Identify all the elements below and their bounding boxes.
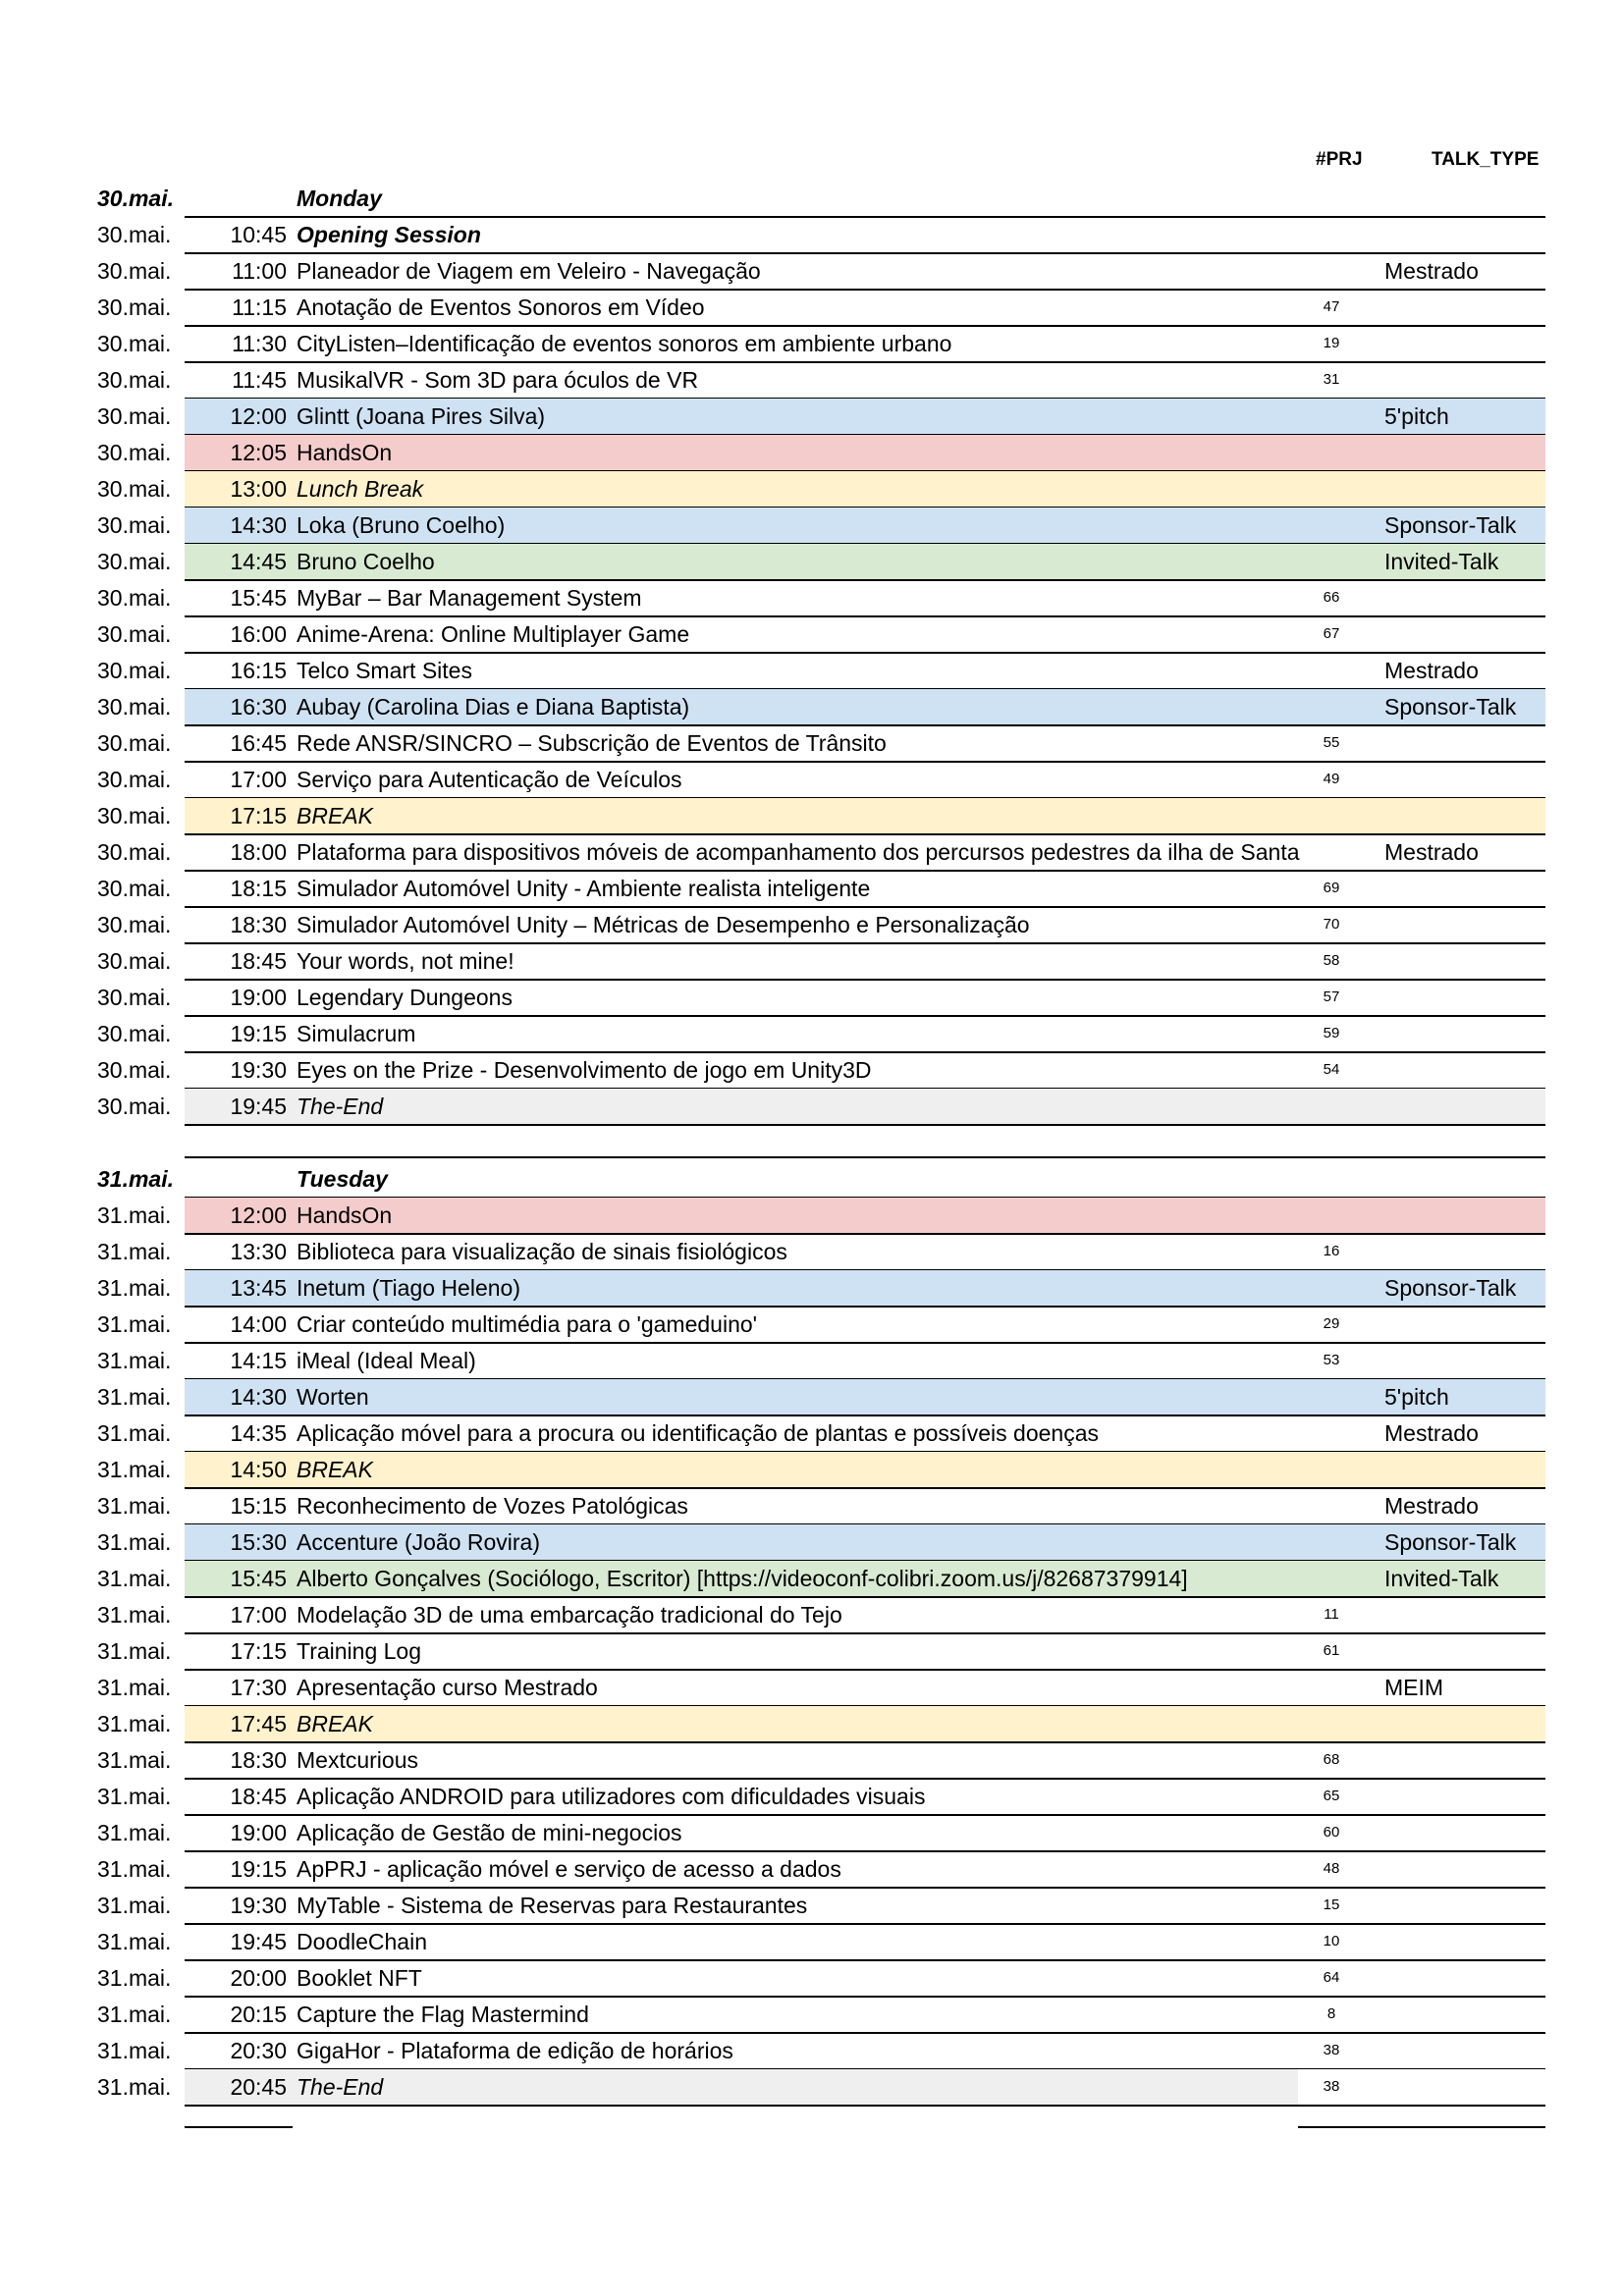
row-title: Booklet NFT xyxy=(297,1965,422,1991)
row-date: 30.mai. xyxy=(97,658,172,683)
row-time: 14:30 xyxy=(230,512,287,538)
schedule-row xyxy=(0,580,1623,616)
row-date: 30.mai. xyxy=(97,549,172,574)
row-prj-number xyxy=(1286,689,1377,724)
schedule-row xyxy=(0,1779,1623,1815)
row-date: 31.mai. xyxy=(97,1893,172,1918)
schedule-row xyxy=(0,1851,1623,1888)
row-prj-number xyxy=(1286,1488,1377,1523)
schedule-row xyxy=(0,1924,1623,1960)
row-talk-type: Mestrado xyxy=(1384,1493,1479,1519)
row-prj-number xyxy=(1286,399,1377,434)
row-date: 30.mai. xyxy=(97,258,172,284)
row-title: Serviço para Autenticação de Veículos xyxy=(297,767,682,792)
row-prj-number: 11 xyxy=(1324,1606,1339,1623)
row-prj-number xyxy=(1286,798,1377,833)
row-date: 30.mai. xyxy=(97,803,172,828)
schedule-row xyxy=(0,1379,1623,1415)
schedule-row xyxy=(0,326,1623,362)
row-date: 30.mai. xyxy=(97,222,172,247)
schedule-row xyxy=(0,1888,1623,1924)
row-prj-number xyxy=(1286,471,1377,507)
row-time: 17:15 xyxy=(230,1638,287,1664)
row-prj-number: 69 xyxy=(1323,880,1340,896)
row-prj-number: 70 xyxy=(1323,916,1340,933)
row-title: Opening Session xyxy=(297,222,481,247)
row-talk-type: Mestrado xyxy=(1384,839,1479,865)
row-prj-number: 57 xyxy=(1323,988,1340,1005)
row-prj-number xyxy=(1286,1415,1377,1451)
schedule-row xyxy=(0,2033,1623,2069)
row-date: 30.mai. xyxy=(97,440,172,465)
talk-type-column-header: TALK_TYPE xyxy=(1432,149,1540,170)
row-date: 30.mai. xyxy=(97,767,172,792)
row-time: 16:30 xyxy=(230,694,287,720)
row-date: 30.mai. xyxy=(97,730,172,756)
footer-line-right xyxy=(1298,2126,1545,2128)
row-time: 19:45 xyxy=(230,1929,287,1954)
row-title: Bruno Coelho xyxy=(297,549,435,574)
row-date: 30.mai. xyxy=(97,1021,172,1046)
footer-line-left xyxy=(185,2126,293,2128)
row-title: Your words, not mine! xyxy=(297,948,514,974)
schedule-row xyxy=(0,653,1623,689)
row-time: 10:45 xyxy=(230,222,287,247)
row-title: MyBar – Bar Management System xyxy=(297,585,642,611)
row-title: Monday xyxy=(297,186,382,211)
schedule-row xyxy=(0,1452,1623,1488)
row-title: The-End xyxy=(297,2074,384,2100)
row-title: DoodleChain xyxy=(297,1929,427,1954)
row-talk-type: Mestrado xyxy=(1384,1420,1479,1446)
row-time: 18:30 xyxy=(230,912,287,937)
row-date: 31.mai. xyxy=(97,1275,172,1301)
schedule-row xyxy=(0,1561,1623,1597)
row-talk-type: Sponsor-Talk xyxy=(1384,694,1517,720)
row-date: 31.mai. xyxy=(97,1239,172,1264)
row-prj-number: 64 xyxy=(1323,1969,1340,1986)
row-time: 20:45 xyxy=(230,2074,287,2100)
schedule-row xyxy=(0,1052,1623,1089)
row-title: Tuesday xyxy=(297,1166,388,1192)
row-date: 31.mai. xyxy=(97,2002,172,2027)
row-time: 12:00 xyxy=(230,403,287,429)
row-prj-number: 16 xyxy=(1323,1243,1340,1259)
row-date: 31.mai. xyxy=(97,1929,172,1954)
row-prj-number: 10 xyxy=(1323,1933,1340,1949)
row-time: 14:30 xyxy=(230,1384,287,1410)
row-prj-number: 53 xyxy=(1323,1352,1340,1368)
row-title: iMeal (Ideal Meal) xyxy=(297,1348,476,1373)
row-title: Loka (Bruno Coelho) xyxy=(297,512,506,538)
row-title: ApPRJ - aplicação móvel e serviço de acesso a dados xyxy=(297,1856,841,1882)
row-title: Aplicação móvel para a procura ou identificação de plantas e possíveis doenças xyxy=(297,1420,1099,1446)
row-title: BREAK xyxy=(297,803,373,828)
row-date: 30.mai. xyxy=(97,403,172,429)
row-time: 11:00 xyxy=(232,258,287,284)
row-title: Capture the Flag Mastermind xyxy=(297,2002,589,2027)
row-title: Glintt (Joana Pires Silva) xyxy=(297,403,546,429)
schedule-row xyxy=(0,1488,1623,1524)
row-title: Rede ANSR/SINCRO – Subscrição de Eventos de Trânsito xyxy=(297,730,887,756)
row-time: 17:00 xyxy=(230,1602,287,1628)
row-prj-number xyxy=(1286,1452,1377,1487)
row-time: 11:30 xyxy=(232,331,287,356)
row-title: The-End xyxy=(297,1094,384,1119)
row-prj-number: 68 xyxy=(1323,1751,1340,1768)
schedule-row xyxy=(0,1307,1623,1343)
row-time: 18:00 xyxy=(230,839,287,865)
schedule-row xyxy=(0,1670,1623,1706)
row-band xyxy=(185,1156,1545,1158)
row-time: 14:00 xyxy=(230,1311,287,1337)
row-time: 19:45 xyxy=(230,1094,287,1119)
row-title: HandsOn xyxy=(297,1202,393,1228)
row-time: 17:45 xyxy=(230,1711,287,1736)
row-time: 19:30 xyxy=(230,1057,287,1083)
row-title: Plataforma para dispositivos móveis de acompanhamento dos percursos pedestres da ilha de Santa xyxy=(297,839,1300,865)
row-time: 18:45 xyxy=(230,1784,287,1809)
schedule-row xyxy=(0,1234,1623,1270)
row-title: MyTable - Sistema de Reservas para Restaurantes xyxy=(297,1893,808,1918)
schedule-row xyxy=(0,798,1623,834)
row-title: Anime-Arena: Online Multiplayer Game xyxy=(297,621,690,647)
schedule-row xyxy=(0,435,1623,471)
row-time: 15:30 xyxy=(230,1529,287,1555)
row-date: 30.mai. xyxy=(97,294,172,320)
row-prj-number xyxy=(1286,253,1377,289)
row-title: Reconhecimento de Vozes Patológicas xyxy=(297,1493,688,1519)
row-prj-number xyxy=(1286,1706,1377,1741)
row-prj-number xyxy=(1286,1270,1377,1306)
row-prj-number: 58 xyxy=(1323,952,1340,969)
row-date: 30.mai. xyxy=(97,331,172,356)
row-title: Aplicação ANDROID para utilizadores com dificuldades visuais xyxy=(297,1784,926,1809)
row-time: 19:15 xyxy=(230,1856,287,1882)
row-prj-number: 65 xyxy=(1323,1788,1340,1804)
row-date: 31.mai. xyxy=(97,1384,172,1410)
row-prj-number: 67 xyxy=(1323,625,1340,642)
row-date: 31.mai. xyxy=(97,2038,172,2063)
row-date: 31.mai. xyxy=(97,1820,172,1845)
row-title: GigaHor - Plataforma de edição de horários xyxy=(297,2038,733,2063)
row-time: 19:00 xyxy=(230,1820,287,1845)
row-prj-number: 8 xyxy=(1326,2005,1336,2022)
row-date: 30.mai. xyxy=(97,912,172,937)
row-date: 31.mai. xyxy=(97,1166,174,1192)
row-title: BREAK xyxy=(297,1457,373,1482)
row-title: CityListen–Identificação de eventos sonoros em ambiente urbano xyxy=(297,331,952,356)
row-prj-number xyxy=(1286,181,1377,216)
row-title: Aubay (Carolina Dias e Diana Baptista) xyxy=(297,694,690,720)
row-title: Aplicação de Gestão de mini-negocios xyxy=(297,1820,682,1845)
schedule-row xyxy=(0,253,1623,290)
row-date: 31.mai. xyxy=(97,1711,172,1736)
row-title: BREAK xyxy=(297,1711,373,1736)
row-date: 30.mai. xyxy=(97,512,172,538)
row-prj-number xyxy=(1286,1524,1377,1560)
row-date: 31.mai. xyxy=(97,1202,172,1228)
row-prj-number: 55 xyxy=(1323,734,1340,751)
row-time: 13:45 xyxy=(230,1275,287,1301)
row-date: 30.mai. xyxy=(97,839,172,865)
row-prj-number: 38 xyxy=(1323,2078,1340,2095)
row-time: 15:45 xyxy=(230,585,287,611)
row-date: 31.mai. xyxy=(97,1348,172,1373)
schedule-row xyxy=(0,725,1623,762)
row-time: 16:15 xyxy=(230,658,287,683)
schedule-row xyxy=(0,1742,1623,1779)
schedule-row xyxy=(0,871,1623,907)
row-title: HandsOn xyxy=(297,440,393,465)
row-prj-number xyxy=(1286,1670,1377,1705)
row-time: 14:15 xyxy=(230,1348,287,1373)
row-title: Modelação 3D de uma embarcação tradicional do Tejo xyxy=(297,1602,842,1628)
row-time: 19:15 xyxy=(230,1021,287,1046)
row-prj-number xyxy=(1286,1198,1377,1233)
row-time xyxy=(185,1161,287,1197)
row-time: 16:45 xyxy=(230,730,287,756)
spacer-row xyxy=(0,1125,1623,1161)
row-prj-number xyxy=(1286,435,1377,470)
row-date: 31.mai. xyxy=(97,1311,172,1337)
schedule-row xyxy=(0,1706,1623,1742)
row-date: 30.mai. xyxy=(97,186,174,211)
row-talk-type: 5'pitch xyxy=(1384,1384,1449,1410)
row-prj-number: 61 xyxy=(1323,1642,1340,1659)
schedule-row xyxy=(0,544,1623,580)
row-title: Inetum (Tiago Heleno) xyxy=(297,1275,520,1301)
row-date: 31.mai. xyxy=(97,1457,172,1482)
row-prj-number xyxy=(1286,1161,1377,1197)
row-time: 18:30 xyxy=(230,1747,287,1773)
schedule-row xyxy=(0,1415,1623,1452)
row-prj-number xyxy=(1286,544,1377,579)
row-time: 20:15 xyxy=(230,2002,287,2027)
schedule-row xyxy=(0,399,1623,435)
row-title: Simulador Automóvel Unity – Métricas de Desempenho e Personalização xyxy=(297,912,1030,937)
row-prj-number: 47 xyxy=(1323,298,1340,315)
row-time xyxy=(185,181,287,216)
row-time: 17:15 xyxy=(230,803,287,828)
row-title: Legendary Dungeons xyxy=(297,985,513,1010)
row-title: Criar conteúdo multimédia para o 'gameduino' xyxy=(297,1311,758,1337)
schedule-row xyxy=(0,1997,1623,2033)
row-time: 15:15 xyxy=(230,1493,287,1519)
row-title: Lunch Break xyxy=(297,476,424,502)
schedule-row xyxy=(0,907,1623,943)
row-prj-number: 15 xyxy=(1323,1896,1340,1913)
row-time: 11:15 xyxy=(232,294,287,320)
row-time: 16:00 xyxy=(230,621,287,647)
row-date: 30.mai. xyxy=(97,476,172,502)
row-date: 31.mai. xyxy=(97,1420,172,1446)
schedule-row xyxy=(0,1960,1623,1997)
row-title: Simulador Automóvel Unity - Ambiente realista inteligente xyxy=(297,876,871,901)
row-talk-type: Invited-Talk xyxy=(1384,1566,1499,1591)
row-time: 13:30 xyxy=(230,1239,287,1264)
row-date: 31.mai. xyxy=(97,1965,172,1991)
row-prj-number xyxy=(1286,653,1377,688)
row-date: 31.mai. xyxy=(97,1638,172,1664)
row-time: 11:45 xyxy=(232,367,287,393)
row-title: Planeador de Viagem em Veleiro - Navegação xyxy=(297,258,761,284)
row-title: Training Log xyxy=(297,1638,422,1664)
row-time: 14:45 xyxy=(230,549,287,574)
row-talk-type: Sponsor-Talk xyxy=(1384,512,1517,538)
row-time: 14:50 xyxy=(230,1457,287,1482)
day-header-row xyxy=(0,181,1623,217)
row-title: Telco Smart Sites xyxy=(297,658,472,683)
row-prj-number xyxy=(1286,834,1377,870)
row-time: 13:00 xyxy=(230,476,287,502)
row-date: 30.mai. xyxy=(97,985,172,1010)
schedule-row xyxy=(0,290,1623,326)
row-prj-number xyxy=(1286,1379,1377,1415)
row-title: Eyes on the Prize - Desenvolvimento de jogo em Unity3D xyxy=(297,1057,872,1083)
row-time: 18:45 xyxy=(230,948,287,974)
row-title: Anotação de Eventos Sonoros em Vídeo xyxy=(297,294,705,320)
row-date: 30.mai. xyxy=(97,621,172,647)
row-title: Alberto Gonçalves (Sociólogo, Escritor) [https://videoconf-colibri.zoom.us/j/82687379914] xyxy=(297,1566,1188,1591)
row-prj-number xyxy=(1286,1561,1377,1596)
row-time: 19:30 xyxy=(230,1893,287,1918)
row-prj-number: 31 xyxy=(1323,371,1340,388)
row-prj-number: 29 xyxy=(1323,1315,1340,1332)
row-date: 31.mai. xyxy=(97,1784,172,1809)
row-date: 30.mai. xyxy=(97,948,172,974)
row-title: Mextcurious xyxy=(297,1747,418,1773)
schedule-row xyxy=(0,1524,1623,1561)
row-prj-number: 38 xyxy=(1323,2042,1340,2058)
schedule-row xyxy=(0,1597,1623,1633)
row-time: 20:00 xyxy=(230,1965,287,1991)
schedule-row xyxy=(0,616,1623,653)
row-date: 30.mai. xyxy=(97,367,172,393)
row-date: 31.mai. xyxy=(97,1493,172,1519)
schedule-row xyxy=(0,689,1623,725)
prj-column-header: #PRJ xyxy=(1316,149,1363,170)
row-time: 19:00 xyxy=(230,985,287,1010)
row-prj-number xyxy=(1286,217,1377,252)
row-talk-type: Invited-Talk xyxy=(1384,549,1499,574)
row-time: 14:35 xyxy=(230,1420,287,1446)
row-talk-type: Mestrado xyxy=(1384,258,1479,284)
row-date: 30.mai. xyxy=(97,694,172,720)
schedule-row xyxy=(0,1270,1623,1307)
row-title: Worten xyxy=(297,1384,369,1410)
row-prj-number xyxy=(1286,507,1377,543)
schedule-row xyxy=(0,1815,1623,1851)
row-title: Apresentação curso Mestrado xyxy=(297,1675,598,1700)
schedule-row xyxy=(0,762,1623,798)
row-title: Simulacrum xyxy=(297,1021,416,1046)
row-time: 17:30 xyxy=(230,1675,287,1700)
schedule-row xyxy=(0,1089,1623,1125)
schedule-row xyxy=(0,1198,1623,1234)
row-date: 30.mai. xyxy=(97,876,172,901)
row-date: 31.mai. xyxy=(97,1856,172,1882)
row-title: Biblioteca para visualização de sinais fisiológicos xyxy=(297,1239,787,1264)
schedule-row xyxy=(0,1343,1623,1379)
row-prj-number: 59 xyxy=(1323,1025,1340,1041)
schedule-row xyxy=(0,980,1623,1016)
row-date: 30.mai. xyxy=(97,1094,172,1119)
row-time: 20:30 xyxy=(230,2038,287,2063)
row-talk-type: MEIM xyxy=(1384,1675,1444,1700)
schedule-row xyxy=(0,1633,1623,1670)
row-prj-number: 60 xyxy=(1323,1824,1340,1841)
row-talk-type: Sponsor-Talk xyxy=(1384,1275,1517,1301)
row-date: 30.mai. xyxy=(97,585,172,611)
schedule-row xyxy=(0,471,1623,507)
row-date: 31.mai. xyxy=(97,2074,172,2100)
schedule-row xyxy=(0,834,1623,871)
row-date: 31.mai. xyxy=(97,1602,172,1628)
row-time: 12:05 xyxy=(230,440,287,465)
row-time: 18:15 xyxy=(230,876,287,901)
row-time: 15:45 xyxy=(230,1566,287,1591)
row-title: Accenture (João Rovira) xyxy=(297,1529,540,1555)
row-talk-type: Mestrado xyxy=(1384,658,1479,683)
schedule-row xyxy=(0,943,1623,980)
row-prj-number: 54 xyxy=(1323,1061,1340,1078)
row-date: 31.mai. xyxy=(97,1747,172,1773)
row-talk-type: Sponsor-Talk xyxy=(1384,1529,1517,1555)
row-title: MusikalVR - Som 3D para óculos de VR xyxy=(297,367,699,393)
row-prj-number: 48 xyxy=(1323,1860,1340,1877)
schedule-row xyxy=(0,1016,1623,1052)
row-talk-type: 5'pitch xyxy=(1384,403,1449,429)
row-date: 31.mai. xyxy=(97,1675,172,1700)
row-prj-number: 66 xyxy=(1323,589,1340,606)
row-time: 17:00 xyxy=(230,767,287,792)
row-prj-number: 49 xyxy=(1323,771,1340,787)
schedule-row xyxy=(0,217,1623,253)
row-prj-number xyxy=(1286,1089,1377,1124)
schedule-row xyxy=(0,362,1623,399)
day-header-row xyxy=(0,1161,1623,1198)
schedule-row xyxy=(0,2069,1623,2106)
row-date: 31.mai. xyxy=(97,1566,172,1591)
row-date: 31.mai. xyxy=(97,1529,172,1555)
schedule-row xyxy=(0,507,1623,544)
row-prj-number: 19 xyxy=(1323,335,1340,351)
row-date: 30.mai. xyxy=(97,1057,172,1083)
row-time: 12:00 xyxy=(230,1202,287,1228)
